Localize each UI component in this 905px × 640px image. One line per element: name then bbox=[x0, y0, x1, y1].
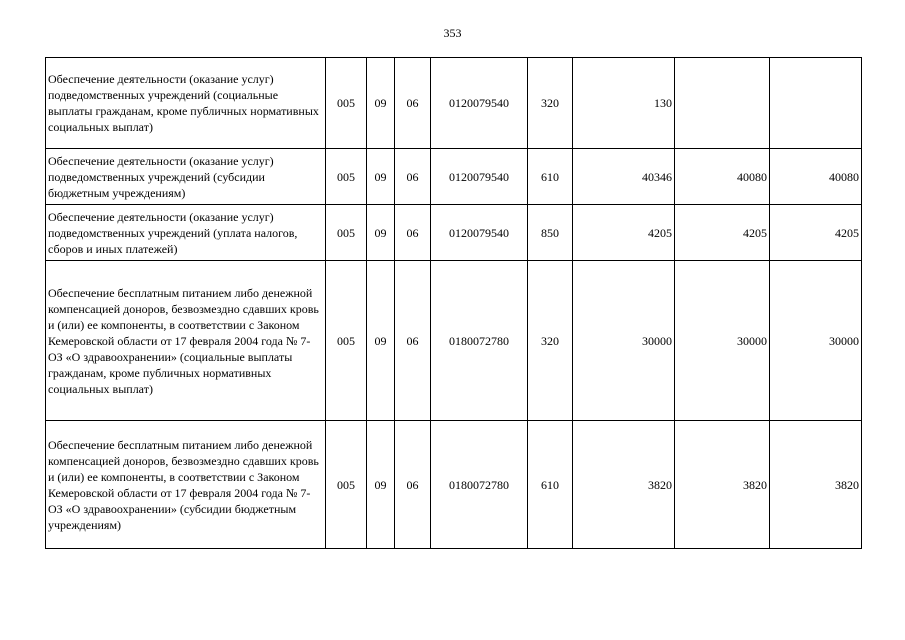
row-description: Обеспечение бесплатным питанием либо денежной компенсацией доноров, безвозмездно сдавших кровь и (или) ее компоненты, в соответствии с Законом Кемеровской области от 17 февраля 2004 года № 7-ОЗ «О здравоохранении» (субсидии бюджетным учреждениям) bbox=[46, 421, 326, 549]
row-amount-3 bbox=[770, 58, 862, 149]
row-section-code: 09 bbox=[367, 261, 395, 421]
row-target-code: 0120079540 bbox=[431, 58, 528, 149]
row-description: Обеспечение деятельности (оказание услуг) подведомственных учреждений (уплата налогов, сборов и иных платежей) bbox=[46, 205, 326, 261]
row-amount-1: 4205 bbox=[573, 205, 675, 261]
row-target-code: 0120079540 bbox=[431, 205, 528, 261]
row-description: Обеспечение деятельности (оказание услуг) подведомственных учреждений (социальные выплаты гражданам, кроме публичных нормативных социальных выплат) bbox=[46, 58, 326, 149]
table-row bbox=[46, 149, 862, 205]
row-ministry-code: 005 bbox=[326, 261, 367, 421]
row-amount-1: 3820 bbox=[573, 421, 675, 549]
row-amount-2: 40080 bbox=[675, 149, 770, 205]
row-subsection-code: 06 bbox=[395, 261, 431, 421]
row-expense-type: 850 bbox=[528, 205, 573, 261]
page-number: 353 bbox=[443, 26, 462, 40]
row-subsection-code: 06 bbox=[395, 58, 431, 149]
row-target-code: 0120079540 bbox=[431, 149, 528, 205]
row-subsection-code: 06 bbox=[395, 149, 431, 205]
row-amount-1: 130 bbox=[573, 58, 675, 149]
row-ministry-code: 005 bbox=[326, 149, 367, 205]
row-amount-2: 30000 bbox=[675, 261, 770, 421]
budget-table bbox=[45, 57, 862, 549]
row-amount-1: 30000 bbox=[573, 261, 675, 421]
row-description: Обеспечение деятельности (оказание услуг) подведомственных учреждений (субсидии бюджетным учреждениям) bbox=[46, 149, 326, 205]
row-target-code: 0180072780 bbox=[431, 421, 528, 549]
row-subsection-code: 06 bbox=[395, 421, 431, 549]
row-section-code: 09 bbox=[367, 205, 395, 261]
table-row bbox=[46, 58, 862, 149]
row-description: Обеспечение бесплатным питанием либо денежной компенсацией доноров, безвозмездно сдавших кровь и (или) ее компоненты, в соответствии с Законом Кемеровской области от 17 февраля 2004 года № 7-ОЗ «О здравоохранении» (социальные выплаты гражданам, кроме публичных нормативных социальных выплат) bbox=[46, 261, 326, 421]
row-section-code: 09 bbox=[367, 58, 395, 149]
row-ministry-code: 005 bbox=[326, 58, 367, 149]
row-amount-2: 3820 bbox=[675, 421, 770, 549]
row-expense-type: 320 bbox=[528, 58, 573, 149]
row-expense-type: 610 bbox=[528, 149, 573, 205]
row-amount-2 bbox=[675, 58, 770, 149]
row-ministry-code: 005 bbox=[326, 421, 367, 549]
table-row bbox=[46, 205, 862, 261]
row-ministry-code: 005 bbox=[326, 205, 367, 261]
row-section-code: 09 bbox=[367, 421, 395, 549]
row-amount-3: 3820 bbox=[770, 421, 862, 549]
row-amount-2: 4205 bbox=[675, 205, 770, 261]
row-target-code: 0180072780 bbox=[431, 261, 528, 421]
row-amount-3: 4205 bbox=[770, 205, 862, 261]
row-amount-3: 30000 bbox=[770, 261, 862, 421]
row-amount-3: 40080 bbox=[770, 149, 862, 205]
row-amount-1: 40346 bbox=[573, 149, 675, 205]
row-expense-type: 610 bbox=[528, 421, 573, 549]
row-subsection-code: 06 bbox=[395, 205, 431, 261]
row-expense-type: 320 bbox=[528, 261, 573, 421]
row-section-code: 09 bbox=[367, 149, 395, 205]
table-row bbox=[46, 261, 862, 421]
table-row bbox=[46, 421, 862, 549]
